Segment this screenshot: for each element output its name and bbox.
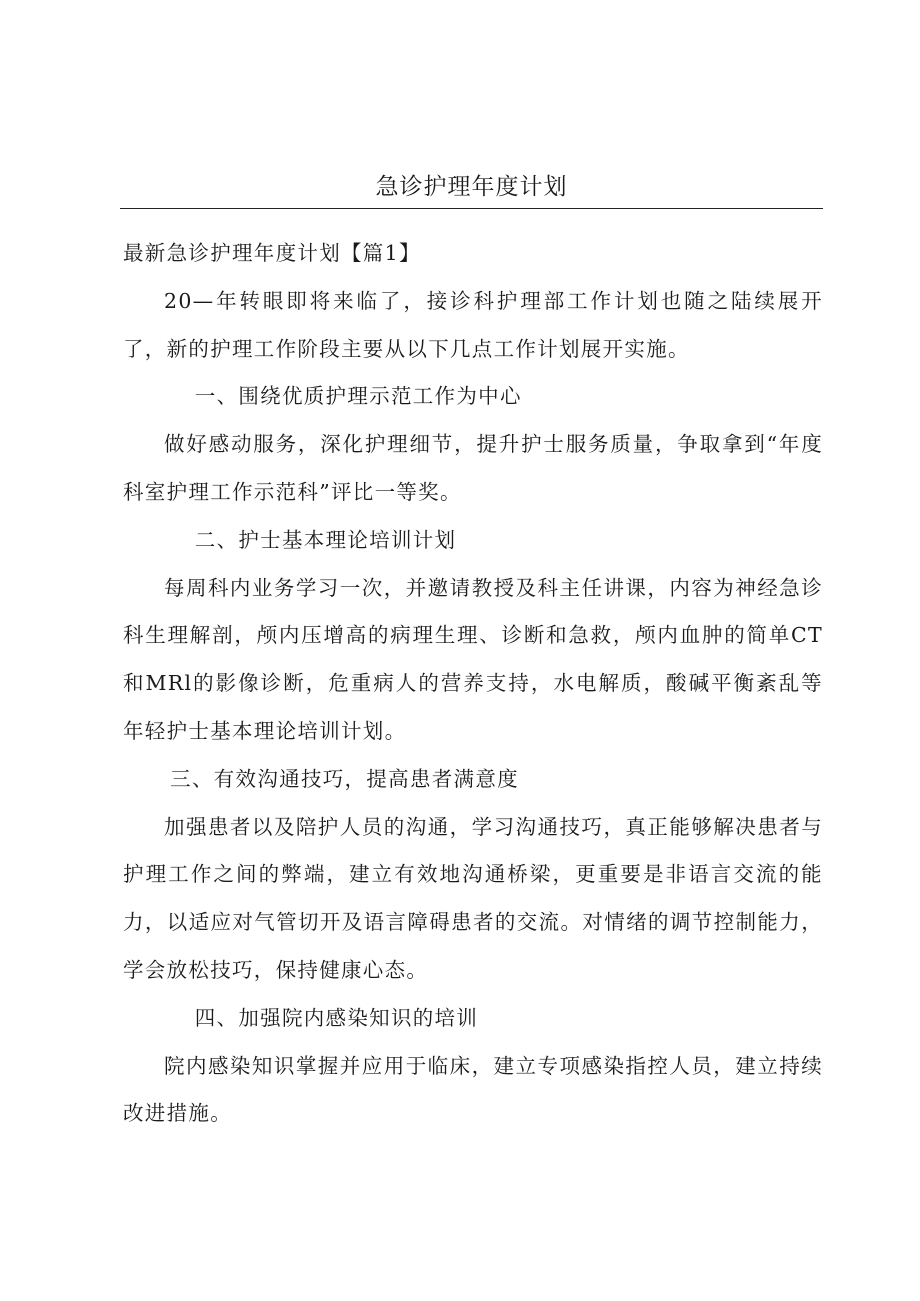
document-subtitle: 最新急诊护理年度计划【篇1】 — [123, 241, 421, 265]
intro-paragraph: 20—年转眼即将来临了，接诊科护理部工作计划也随之陆续展开了，新的护理工作阶段主要从以下几点工作计划展开实施。 — [123, 288, 823, 361]
section-body-1: 做好感动服务，深化护理细节，提升护士服务质量，争取拿到“年度科室护理工作示范科”评比一等奖。 — [123, 432, 823, 504]
section-body-3: 加强患者以及陪护人员的沟通，学习沟通技巧，真正能够解决患者与护理工作之间的弊端，建立有效地沟通桥梁，更重要是非语言交流的能力，以适应对气管切开及语言障碍患者的交流。对情绪的调节控制能力，学会放松技巧，保持健康心态。 — [123, 814, 823, 982]
document-body — [123, 230, 823, 1138]
section-heading-4: 四、加强院内感染知识的培训 — [194, 1005, 479, 1030]
page-title: 急诊护理年度计划 — [375, 174, 568, 200]
section-heading-1: 一、围绕优质护理示范工作为中心 — [194, 384, 522, 409]
section-heading-2: 二、护士基本理论培训计划 — [194, 527, 457, 552]
title-divider — [120, 208, 823, 209]
section-heading-3: 三、有效沟通技巧，提高患者满意度 — [170, 766, 519, 791]
section-body-2: 每周科内业务学习一次，并邀请教授及科主任讲课，内容为神经急诊科生理解剖，颅内压增高的病理生理、诊断和急救，颅内血肿的简单CT和MRl的影像诊断，危重病人的营养支持，水电解质，酸碱平衡紊乱等年轻护士基本理论培训计划。 — [123, 575, 823, 743]
section-body-4: 院内感染知识掌握并应用于临床，建立专项感染指控人员，建立持续改进措施。 — [123, 1053, 823, 1126]
